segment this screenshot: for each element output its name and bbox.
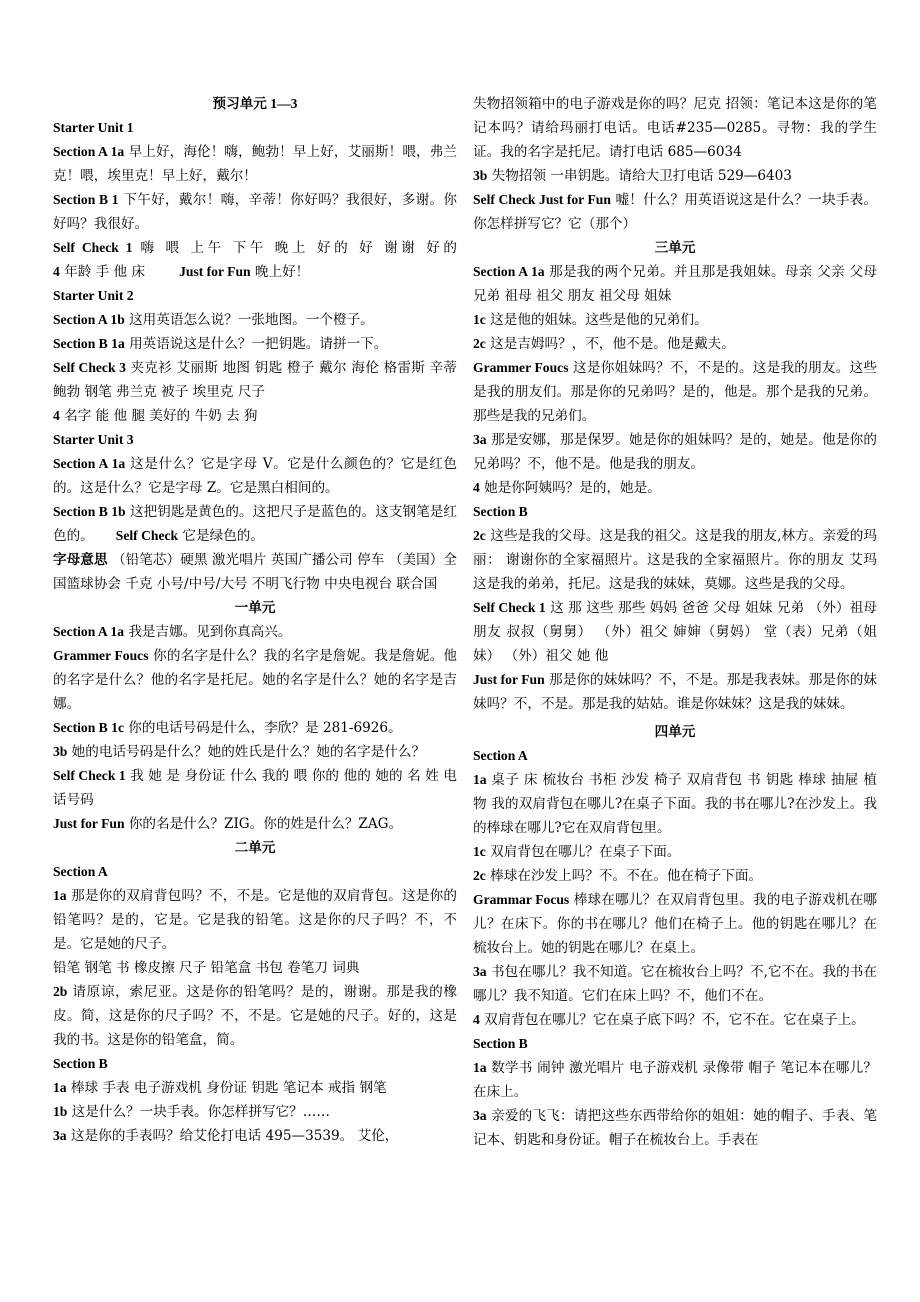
paragraph-label: Just for Fun <box>53 816 125 831</box>
section-title: 三单元 <box>654 240 696 255</box>
paragraph-text: 那是我的两个兄弟。并且那是我姐妹。母亲 父亲 父母 兄弟 祖母 祖父 朋友 祖父母 姐妹 <box>473 264 877 304</box>
text-paragraph <box>473 1008 877 1032</box>
paragraph-text: 这是你的手表吗？给艾伦打电话 495—3539。 艾伦， <box>66 1128 399 1144</box>
text-paragraph <box>53 332 457 356</box>
text-paragraph <box>473 1056 877 1104</box>
text-paragraph <box>53 812 457 836</box>
unit-heading: Section B <box>473 504 528 519</box>
paragraph-label: 3b <box>53 744 68 759</box>
paragraph-label: Section B 1c <box>53 720 124 735</box>
text-paragraph <box>473 428 877 476</box>
paragraph-text: 双肩背包在哪儿？在桌子下面。 <box>485 844 681 860</box>
paragraph-text: 铅笔 钢笔 书 橡皮擦 尺子 铅笔盒 书包 卷笔刀 词典 <box>53 960 360 976</box>
paragraph-label: 2c <box>473 868 486 883</box>
paragraph-label: Section A 1a <box>53 456 126 471</box>
paragraph-text: 下午好，戴尔！嗨，辛蒂！你好吗？我很好，多谢。你好吗？我很好。 <box>53 192 457 232</box>
text-paragraph <box>473 524 877 596</box>
text-paragraph <box>473 864 877 888</box>
text-paragraph <box>53 1124 457 1148</box>
text-paragraph <box>473 92 877 164</box>
paragraph-text: 你的电话号码是什么，李欣？是 281-6926。 <box>123 720 402 736</box>
paragraph-text: 用英语说这是什么？一把钥匙。请拼一下。 <box>124 336 388 352</box>
text-paragraph <box>473 164 877 188</box>
paragraph-label: Section A 1a <box>53 144 125 159</box>
paragraph-text: 晚上好！ <box>250 264 310 280</box>
text-paragraph <box>53 1076 457 1100</box>
paragraph-label: Self Check 1 <box>53 768 126 783</box>
paragraph-text: 棒球在沙发上吗？不。不在。他在椅子下面。 <box>485 868 763 884</box>
paragraph-text: 我 她 是 身份证 什么 我的 喂 你的 他的 她的 名 姓 电话号码 <box>53 768 457 808</box>
text-paragraph <box>53 980 457 1052</box>
text-paragraph <box>473 1104 877 1152</box>
text-paragraph <box>53 740 457 764</box>
paragraph-text: 嗨 喂 上午 下午 晚上 好的 好 谢谢 好的 <box>132 240 457 256</box>
right-column <box>473 92 877 1152</box>
paragraph-text: 这把钥匙是黄色的。这把尺子是蓝色的。这支钢笔是红色的。 <box>53 504 457 544</box>
paragraph-text: 这是你姐妹吗？不，不是的。这是我的朋友。这些是我的朋友们。那是你的兄弟吗？是的，他是。那个是我的兄弟。那些是我的兄弟们。 <box>473 360 877 424</box>
paragraph-text: 那是你的妹妹吗？不，不是。那是我表妹。那是你的妹妹吗？不，不是。那是我的姑姑。谁是你妹妹？这是我的妹妹。 <box>473 672 877 712</box>
paragraph-text: 这是吉姆吗？，不，他不是。他是戴夫。 <box>485 336 735 352</box>
paragraph-text: 她是你阿姨吗？是的，她是。 <box>479 480 661 496</box>
text-paragraph <box>473 596 877 668</box>
paragraph-label: Section A 1a <box>473 264 545 279</box>
paragraph-text: 失物招领 一串钥匙。请给大卫打电话 529—6403 <box>487 168 792 184</box>
paragraph-label: Section A 1b <box>53 312 125 327</box>
text-paragraph <box>53 260 457 284</box>
text-paragraph <box>473 768 877 840</box>
paragraph-label: Self Check 3 <box>53 360 126 375</box>
paragraph-label: 4 <box>53 264 60 279</box>
paragraph-text: 这是他的姐妹。这些是他的兄弟们。 <box>485 312 708 328</box>
text-paragraph <box>53 884 457 956</box>
paragraph-label: 1b <box>53 1104 68 1119</box>
paragraph-text: （铅笔芯）硬黑 激光唱片 英国广播公司 停车 （美国）全国篮球协会 千克 小号/中号/大号 不明飞行物 中央电视台 联合国 <box>53 552 458 592</box>
unit-heading: Section A <box>53 864 108 879</box>
unit-heading: Section B <box>473 1036 528 1051</box>
unit-heading: Starter Unit 1 <box>53 120 134 135</box>
paragraph-text: 这是什么？一块手表。你怎样拼写它？…… <box>67 1104 330 1120</box>
text-paragraph <box>473 308 877 332</box>
section-title: 一单元 <box>234 600 276 615</box>
text-paragraph <box>53 500 457 548</box>
unit-heading: Starter Unit 3 <box>53 432 134 447</box>
text-paragraph <box>53 716 457 740</box>
text-paragraph <box>53 764 457 812</box>
text-paragraph <box>473 260 877 308</box>
paragraph-text: 那是安娜，那是保罗。她是你的姐妹吗？是的，她是。他是你的兄弟吗？不，他不是。他是我的朋友。 <box>473 432 877 472</box>
paragraph-text: 你的名是什么？ZIG。你的姓是什么？ZAG。 <box>124 816 403 832</box>
paragraph-text: 夹克衫 艾丽斯 地图 钥匙 橙子 戴尔 海伦 格雷斯 辛蒂 鲍勃 钢笔 弗兰克 被子 埃里克 尺子 <box>53 360 458 400</box>
paragraph-text: 这 那 这些 那些 妈妈 爸爸 父母 姐妹 兄弟 （外）祖母 朋友 叔叔（舅舅） （外）祖父 婶婶（舅妈） 堂（表）兄弟（姐妹） （外）祖父 她 他 <box>473 600 877 664</box>
paragraph-text: 棒球 手表 电子游戏机 身份证 钥匙 笔记本 戒指 钢笔 <box>66 1080 387 1096</box>
paragraph-label: Grammer Foucs <box>473 360 569 375</box>
paragraph-label: 2c <box>473 336 486 351</box>
paragraph-label: Grammer Foucs <box>53 648 149 663</box>
paragraph-label: 1c <box>473 312 486 327</box>
paragraph-label: 2b <box>53 984 68 999</box>
paragraph-label: 4 <box>53 408 60 423</box>
text-paragraph <box>53 548 457 596</box>
paragraph-text: 这用英语怎么说？一张地图。一个橙子。 <box>124 312 374 328</box>
paragraph-label: Self Check 1 <box>473 600 546 615</box>
text-paragraph <box>53 140 457 188</box>
paragraph-label: 1c <box>473 844 486 859</box>
paragraph-label: 3a <box>473 964 487 979</box>
text-paragraph <box>53 308 457 332</box>
text-paragraph <box>53 236 457 260</box>
text-paragraph <box>473 332 877 356</box>
paragraph-label: Section B 1 <box>53 192 119 207</box>
text-paragraph <box>473 188 877 236</box>
text-paragraph <box>53 404 457 428</box>
paragraph-label: Self Check Just for Fun <box>473 192 611 207</box>
text-paragraph <box>53 1100 457 1124</box>
paragraph-text: 那是你的双肩背包吗？不，不是。它是他的双肩背包。这是你的铅笔吗？是的，它是。它是我的铅笔。这是你的尺子吗？不，不是。它是她的尺子。 <box>53 888 457 952</box>
paragraph-text: 书包在哪儿？我不知道。它在梳妆台上吗？不,它不在。我的书在哪儿？我不知道。它们在床上吗？不，他们不在。 <box>473 964 877 1004</box>
paragraph-label: 1a <box>53 1080 67 1095</box>
paragraph-text: 早上好，海伦！嗨，鲍勃！早上好，艾丽斯！喂，弗兰克！喂，埃里克！早上好，戴尔！ <box>53 144 457 184</box>
paragraph-text: 你的名字是什么？我的名字是詹妮。我是詹妮。他的名字是什么？他的名字是托尼。她的名字是什么？她的名字是吉娜。 <box>53 648 457 712</box>
text-paragraph <box>53 620 457 644</box>
text-paragraph <box>53 188 457 236</box>
paragraph-label: 1a <box>473 772 487 787</box>
text-paragraph <box>473 668 877 716</box>
paragraph-text: 失物招领箱中的电子游戏是你的吗？尼克 招领：笔记本这是你的笔记本吗？请给玛丽打电话。电话#235—0285。寻物：我的学生证。我的名字是托尼。请打电话 685—6034 <box>473 96 877 160</box>
paragraph-label: 3a <box>473 432 487 447</box>
section-title: 二单元 <box>234 840 276 855</box>
text-paragraph <box>473 356 877 428</box>
paragraph-label: Self Check <box>115 528 179 543</box>
text-paragraph <box>473 888 877 960</box>
paragraph-label: 4 <box>473 480 480 495</box>
paragraph-label: Section B 1b <box>53 504 126 519</box>
paragraph-text: 双肩背包在哪儿？它在桌子底下吗？不，它不在。它在桌子上。 <box>479 1012 865 1028</box>
section-title: 四单元 <box>654 724 696 739</box>
paragraph-text: 我是吉娜。见到你真高兴。 <box>124 624 292 640</box>
paragraph-label: Self Check 1 <box>53 240 133 255</box>
paragraph-text: 这些是我的父母。这是我的祖父。这是我的朋友,林方。亲爱的玛丽： 谢谢你的全家福照片。这是我的全家福照片。你的朋友 艾玛 这是我的弟弟，托尼。这是我的妹妹，莫娜。这些是我的父母。 <box>473 528 877 592</box>
left-column <box>53 92 457 1148</box>
paragraph-text: 年龄 手 他 床 <box>59 264 146 280</box>
paragraph-text: 这是什么？它是字母 V。它是什么颜色的？它是红色的。这是什么？它是字母 Z。它是黑白相间的。 <box>53 456 457 496</box>
paragraph-text: 嘘！什么？用英语说这是什么？一块手表。你怎样拼写它？它（那个） <box>473 192 877 232</box>
paragraph-label: 1a <box>53 888 67 903</box>
paragraph-label: 3a <box>53 1128 67 1143</box>
paragraph-label: Section B 1a <box>53 336 125 351</box>
text-paragraph <box>53 356 457 404</box>
section-title: 预习单元 1—3 <box>212 96 298 111</box>
paragraph-text: 它是绿色的。 <box>178 528 264 544</box>
paragraph-label: Just for Fun <box>179 264 251 279</box>
unit-heading: Section A <box>473 748 528 763</box>
text-paragraph <box>53 956 457 980</box>
paragraph-label: Just for Fun <box>473 672 545 687</box>
paragraph-text: 名字 能 他 腿 美好的 牛奶 去 狗 <box>59 408 258 424</box>
paragraph-label: 字母意思 <box>53 552 108 567</box>
unit-heading: Section B <box>53 1056 108 1071</box>
text-paragraph <box>473 476 877 500</box>
text-paragraph <box>53 644 457 716</box>
paragraph-label: 4 <box>473 1012 480 1027</box>
paragraph-text: 桌子 床 梳妆台 书柜 沙发 椅子 双肩背包 书 钥匙 棒球 抽屉 植物 我的双肩背包在哪儿?在桌子下面。我的书在哪儿?在沙发上。我的棒球在哪儿?它在双肩背包里。 <box>473 772 877 836</box>
paragraph-label: 3b <box>473 168 488 183</box>
unit-heading: Starter Unit 2 <box>53 288 134 303</box>
paragraph-label: 1a <box>473 1060 487 1075</box>
text-paragraph <box>473 840 877 864</box>
paragraph-text: 她的电话号码是什么？她的姓氏是什么？她的名字是什么？ <box>67 744 426 760</box>
paragraph-text: 亲爱的飞飞：请把这些东西带给你的姐姐：她的帽子、手表、笔记本、钥匙和身份证。帽子在梳妆台上。手表在 <box>473 1108 877 1148</box>
text-paragraph <box>53 452 457 500</box>
paragraph-text: 棒球在哪儿？在双肩背包里。我的电子游戏机在哪儿？在床下。你的书在哪儿？他们在椅子上。他的钥匙在哪儿？在梳妆台上。她的钥匙在哪儿？在桌上。 <box>473 892 877 956</box>
paragraph-text: 请原谅，索尼亚。这是你的铅笔吗？是的，谢谢。那是我的橡皮。简，这是你的尺子吗？不，不是。它是她的尺子。好的，这是我的书。这是你的铅笔盒，简。 <box>53 984 457 1048</box>
paragraph-text: 数学书 闹钟 激光唱片 电子游戏机 录像带 帽子 笔记本在哪儿？在床上。 <box>473 1060 877 1100</box>
paragraph-label: Section A 1a <box>53 624 124 639</box>
paragraph-label: 2c <box>473 528 486 543</box>
text-paragraph <box>473 960 877 1008</box>
paragraph-label: 3a <box>473 1108 487 1123</box>
paragraph-label: Grammar Focus <box>473 892 570 907</box>
